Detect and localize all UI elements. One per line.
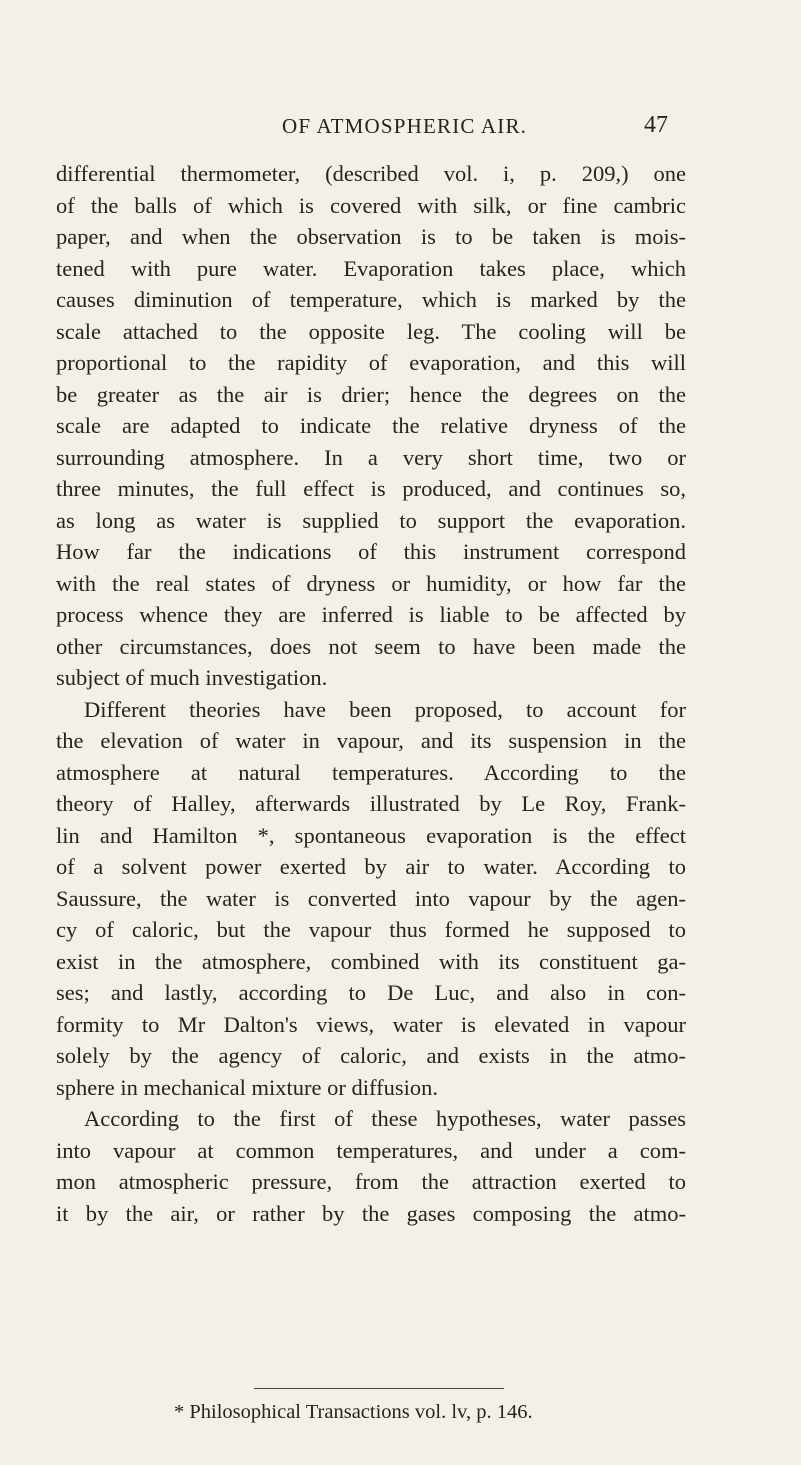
- text-line: lin and Hamilton *, spontaneous evaporation is the effect: [56, 822, 686, 848]
- footnote: * Philosophical Transactions vol. lv, p. 146.: [174, 1401, 533, 1423]
- text-line: into vapour at common temperatures, and under a com-: [56, 1137, 686, 1163]
- text-line: solely by the agency of caloric, and exists in the atmo-: [56, 1043, 686, 1068]
- running-head: [0, 112, 801, 142]
- footnote-divider: [254, 1388, 504, 1389]
- text-line: of the balls of which is covered with silk, or fine cambric: [56, 192, 686, 218]
- text-line: theory of Halley, afterwards illustrated by Le Roy, Frank-: [56, 791, 686, 816]
- paragraph-start-line: According to the first of these hypotheses, water passes: [84, 1106, 686, 1131]
- text-line: process whence they are inferred is liable to be affected by: [56, 602, 686, 627]
- text-line: causes diminution of temperature, which is marked by the: [56, 287, 686, 312]
- text-line: be greater as the air is drier; hence the degrees on the: [56, 381, 686, 407]
- text-line: scale are adapted to indicate the relative dryness of the: [56, 413, 686, 438]
- text-line: proportional to the rapidity of evaporation, and this will: [56, 350, 686, 375]
- text-line: How far the indications of this instrument correspond: [56, 539, 686, 564]
- text-line: cy of caloric, but the vapour thus formed he supposed to: [56, 917, 686, 942]
- page-number: 47: [644, 112, 668, 138]
- text-line: ses; and lastly, according to De Luc, and also in con-: [56, 980, 686, 1005]
- text-line: the elevation of water in vapour, and its suspension in the: [56, 728, 686, 753]
- text-line: as long as water is supplied to support the evaporation.: [56, 507, 686, 533]
- body-text: [56, 158, 686, 1229]
- text-line: exist in the atmosphere, combined with its constituent ga-: [56, 948, 686, 974]
- text-line: formity to Mr Dalton's views, water is elevated in vapour: [56, 1011, 686, 1037]
- text-line: tened with pure water. Evaporation takes place, which: [56, 255, 686, 281]
- paragraph-start-line: Different theories have been proposed, to account for: [84, 696, 686, 722]
- text-line: of a solvent power exerted by air to water. According to: [56, 854, 686, 879]
- text-line: Saussure, the water is converted into vapour by the agen-: [56, 885, 686, 911]
- text-line: scale attached to the opposite leg. The cooling will be: [56, 318, 686, 344]
- paragraph-end-line: sphere in mechanical mixture or diffusion.: [56, 1074, 438, 1100]
- running-title: OF ATMOSPHERIC AIR.: [282, 114, 528, 138]
- text-line: three minutes, the full effect is produced, and continues so,: [56, 476, 686, 501]
- text-line: mon atmospheric pressure, from the attraction exerted to: [56, 1169, 686, 1194]
- text-line: surrounding atmosphere. In a very short time, two or: [56, 444, 686, 470]
- text-line: other circumstances, does not seem to have been made the: [56, 633, 686, 659]
- text-line: paper, and when the observation is to be taken is mois-: [56, 224, 686, 249]
- text-line: atmosphere at natural temperatures. According to the: [56, 759, 686, 785]
- paragraph-end-line: subject of much investigation.: [56, 665, 328, 690]
- text-line: it by the air, or rather by the gases composing the atmo-: [56, 1200, 686, 1226]
- text-line: with the real states of dryness or humidity, or how far the: [56, 570, 686, 596]
- text-line: differential thermometer, (described vol. i, p. 209,) one: [56, 161, 686, 186]
